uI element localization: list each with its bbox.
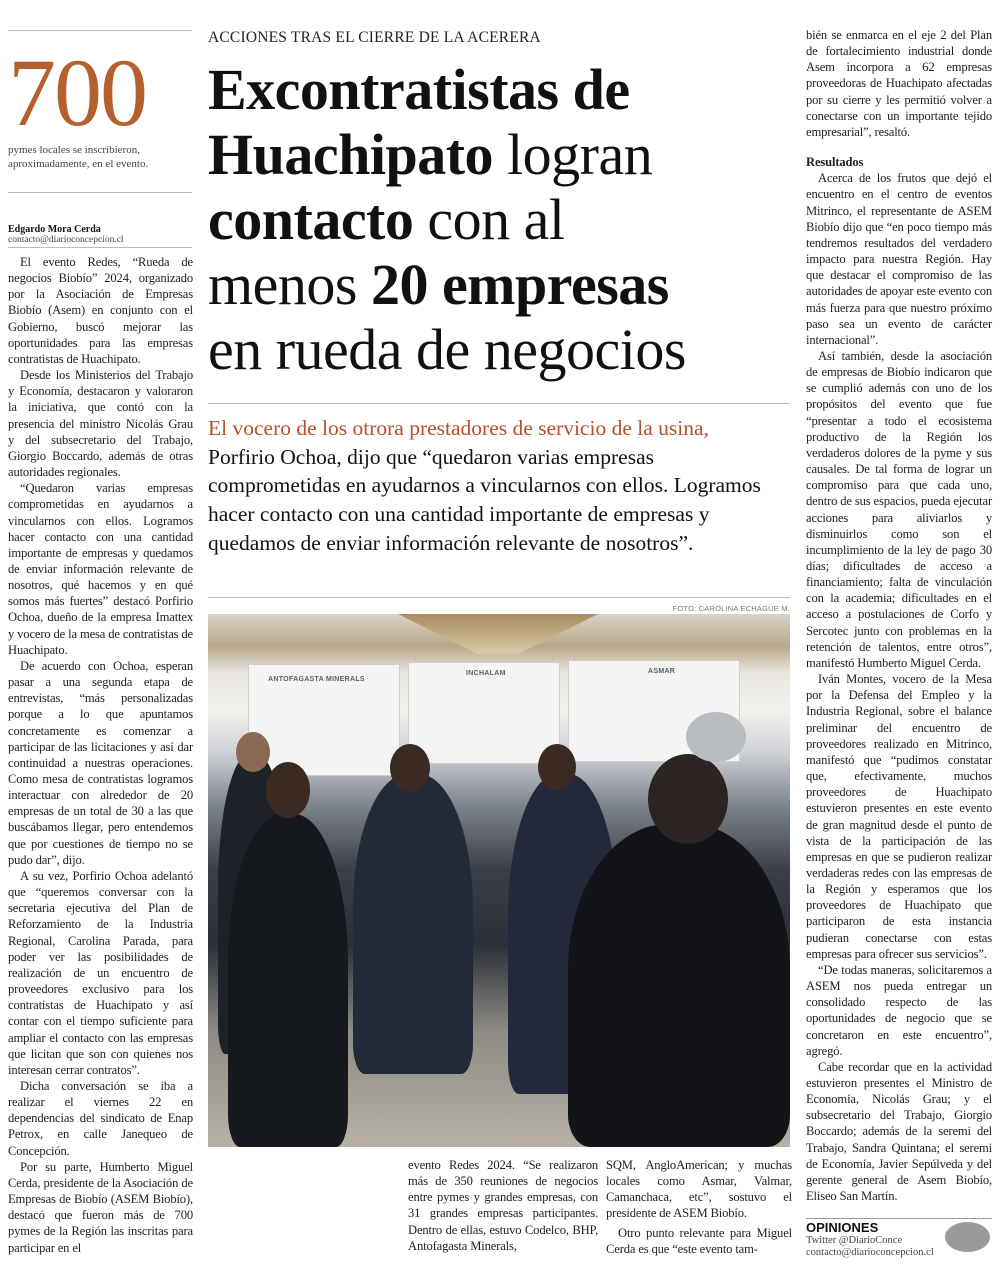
article-column-2 <box>408 1157 598 1254</box>
person-head <box>390 744 430 792</box>
ceiling-skylight <box>398 614 598 654</box>
stat-caption: pymes locales se inscribieron, aproximadamente, en el evento. <box>8 144 149 170</box>
headline-part: contacto <box>208 187 414 252</box>
divider <box>208 403 790 404</box>
paragraph: Por su parte, Humberto Miguel Cerda, presidente de la Asociación de Empresas de Biobío (ASEM Biobío), destacó que fueron más de 700 pymes de la Región las inscritas para participar en el <box>8 1159 193 1255</box>
divider <box>8 192 192 193</box>
headline-part: Excontratistas de <box>208 57 630 122</box>
paragraph: De acuerdo con Ochoa, esperan pasar a una segunda etapa de entrevistas, “más personalizadas porque a lo que apuntamos concretamente es comenzar a participar de las licitaciones y así dar continuidad a nuestras operaciones. Como mesa de contratistas logramos interactuar con alrededor de 20 empresas de un total de 30 a las que buscábamos llegar, pero entendemos que por cuestiones de tiempo no se pudo dar”, dijo. <box>8 658 193 867</box>
booth-sign: ANTOFAGASTA MINERALS <box>268 676 365 683</box>
author-email[interactable]: contacto@diarioconcepcion.cl <box>8 235 124 245</box>
person <box>228 814 348 1147</box>
paragraph: Otro punto relevante para Miguel Cerda es que “este evento tam- <box>606 1225 792 1256</box>
headline-part: logran <box>493 122 653 187</box>
deck <box>208 414 790 558</box>
headline-part: menos <box>208 252 371 317</box>
article-column-4 <box>806 27 992 1204</box>
photo-credit: FOTO: CAROLINA ECHAGÜE M. <box>672 604 790 613</box>
headline-part: 20 empresas <box>370 252 669 317</box>
divider <box>806 1218 992 1219</box>
paragraph: A su vez, Porfirio Ochoa adelantó que “queremos conversar con la secretaria ejecutiva del Plan de Reforzamiento de la Industria Regional, Carolina Parada, para poder ver las posibilidades de realización de un encuentro de proveedores exclusivo para los contratistas de Huachipato y así contar con el tiempo suficiente para ampliar el contacto con las empresas que licitan que son con quienes nos interesan cerrar contratos”. <box>8 868 193 1077</box>
booth <box>408 662 560 764</box>
kicker: ACCIONES TRAS EL CIERRE DE LA ACERERA <box>208 29 541 46</box>
person-head <box>236 732 270 772</box>
deck-text: Porfirio Ochoa, dijo que “quedaron varias empresas comprometidas en ayudarnos a vincularnos con ellos. Logramos hacer contacto con una cantidad importante de empresas y quedamos de enviar información relevante de nosotros”. <box>208 444 761 555</box>
opinions-title: OPINIONES <box>806 1220 879 1235</box>
headline <box>208 57 798 382</box>
twitter-handle[interactable]: Twitter @DiarioConce <box>806 1235 903 1246</box>
booth-sign: INCHALAM <box>466 670 506 677</box>
stat-number: 700 <box>8 39 146 146</box>
deck-lead: El vocero de los otrora prestadores de servicio de la usina, <box>208 416 709 440</box>
paragraph: Acerca de los frutos que dejó el encuentro en el centro de eventos Mitrinco, el representante de ASEM Biobío dijo que “en poco tiempo más tendremos resultados del verdadero impacto para nuestra Región. Hay que destacar el compromiso de las autoridades de apoyar este evento con más fuerza para que nuestro próximo paso sea un evento de carácter internacional”. <box>806 171 992 347</box>
paragraph: El evento Redes, “Rueda de negocios Biobío” 2024, organizado por la Asociación de Empresas Biobío (Asem) en conjunto con el Gobierno, buscó mejorar las oportunidades para las empresas contratistas de Huachipato. <box>8 255 193 366</box>
paragraph: evento Redes 2024. “Se realizaron más de 350 reuniones de negocios entre pymes y grandes empresas, con 31 grandes empresas participantes. Dentro de ellas, estuvo Codelco, BHP, Antofagasta Minerals, <box>408 1158 598 1253</box>
person-head <box>648 754 728 844</box>
paragraph: Iván Montes, vocero de la Mesa por la Defensa del Empleo y la Industria Regional, sobre el balance preliminar del encuentro de proveedores realizado en Mitrinco, manifestó que “pudimos constatar que, efectivamente, muchos proveedores de Huachipato estuvieron presentes en este evento de gran magnitud desde el punto de vista de la participación de las empresas en que se pudieron realizar verdaderas redes con las empresas de la Región y esperamos que los proveedores de Huachipato que participaron de esta instancia pudieran conectarse con estas empresas para ofrecer sus servicios”. <box>806 672 992 961</box>
author-name: Edgardo Mora Cerda <box>8 224 101 235</box>
person <box>353 774 473 1074</box>
person-head <box>538 744 576 790</box>
speech-bubble-icon <box>945 1222 990 1252</box>
headline-part: Huachipato <box>208 122 494 187</box>
headline-part: en rueda de negocios <box>208 317 686 382</box>
paragraph: bién se enmarca en el eje 2 del Plan de fortalecimiento industrial donde Asem incorpora a 62 empresas proveedoras de Huachipato afectadas por su cierre y les permitió volver a conectarse con un importante tejido empresarial”, resaltó. <box>806 28 992 139</box>
article-column-1 <box>8 254 193 1256</box>
hard-hat <box>686 712 746 762</box>
paragraph: “De todas maneras, solicitaremos a ASEM nos pueda entregar un consolidado respecto de las oportunidades de negocio que se concretaron en este encuentro”, agregó. <box>806 962 992 1058</box>
paragraph: “Quedaron varias empresas comprometidas en ayudarnos a vincularnos con ellos. Logramos hacer contacto con una cantidad importante de empresas y quedamos de enviar información relevante de nosotros, qué hacemos y en qué somos más fuertes” destacó Porfirio Ochoa, dueño de la empresa Imattex y vocero de la mesa de contratistas de Huachipato. <box>8 481 193 657</box>
contact-email[interactable]: contacto@diarioconcepcion.cl <box>806 1247 934 1258</box>
paragraph: Dicha conversación se iba a realizar el viernes 22 en dependencias del sindicato de Enap Petrox, en calle Janequeo de Concepción. <box>8 1078 193 1158</box>
paragraph: Cabe recordar que en la actividad estuvieron presentes el Ministro de Economía, Nicolás Grau; y el subsecretario del Trabajo, Giorgio Boccardo; además de la seremi del Trabajo, Sandra Quintana; el seremi de Economía, Javier Sepúlveda y del gerente general de Asem Biobío, Eliseo San Martín. <box>806 1059 992 1204</box>
person-head <box>266 762 310 818</box>
person <box>568 824 790 1147</box>
divider <box>208 597 790 598</box>
booth-sign: ASMAR <box>648 668 676 675</box>
subhead: Resultados <box>806 155 864 170</box>
headline-part: con al <box>413 187 565 252</box>
paragraph: Desde los Ministerios del Trabajo y Economía, destacaron y valoraron la iniciativa, que contó con la presencia del ministro Nicolás Grau y del subsecretario del Trabajo, Giorgio Boccardo, además de otras autoridades regionales. <box>8 368 193 480</box>
article-photo <box>208 614 790 1147</box>
article-column-3 <box>606 1157 792 1257</box>
paragraph: Así también, desde la asociación de empresas de Biobío indicaron que se cumplió además con uno de los propósitos del evento que fue “presentar a todo el ecosistema productivo de la Región los verdaderos dolores de la pyme y sus causales. De tal forma de lograr un compromiso para que cada uno, dentro de sus espacios, pueda ejecutar acciones para aliviarlos y disminuirlos como son el incumplimiento de la ley de pago 30 días; dificultades de acceso a financiamiento; falta de vinculación con la academia; dificultades en el acceso a postulaciones de Corfo y Sercotec junto con problemas en la retención de talentos, entre otros”, manifestó Humberto Miguel Cerda. <box>806 348 992 670</box>
divider <box>8 247 192 248</box>
top-rule <box>8 30 192 31</box>
paragraph: SQM, AngloAmerican; y muchas locales como Asmar, Valmar, Camanchaca, etc”, sostuvo el presidente de ASEM Biobío. <box>606 1158 792 1221</box>
